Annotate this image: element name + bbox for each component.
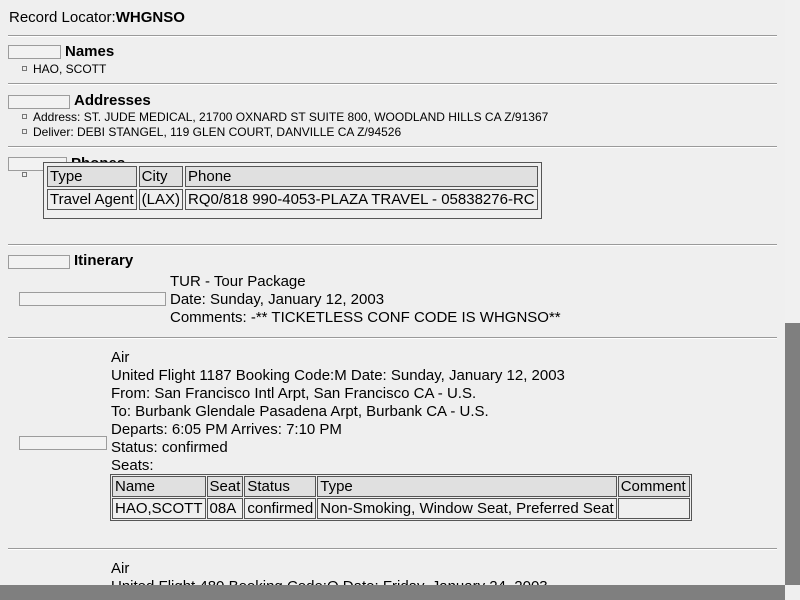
segment-type: Air [111, 560, 130, 577]
divider [8, 244, 777, 246]
column-header: Name [112, 476, 206, 497]
table-header-row [112, 476, 690, 497]
tour-comments: Comments: -** TICKETLESS CONF CODE IS WHGNSO** [170, 309, 561, 326]
divider [8, 83, 777, 85]
list-item: Deliver: DEBI STANGEL, 119 GLEN COURT, DANVILLE CA Z/94526 [22, 125, 401, 139]
column-header: Type [47, 166, 137, 187]
table-cell: Non-Smoking, Window Seat, Preferred Seat [317, 498, 616, 519]
table-row [112, 498, 690, 519]
table-cell: (LAX) [139, 189, 183, 210]
column-header: Seat [207, 476, 244, 497]
itinerary-image-placeholder [8, 255, 70, 269]
table-cell: 08A [207, 498, 244, 519]
bullet-icon [22, 66, 27, 71]
air-image-placeholder [19, 436, 107, 450]
flight-from: From: San Francisco Intl Arpt, San Francisco CA - U.S. [111, 385, 477, 402]
segment-type: Air [111, 349, 130, 366]
tour-type: TUR - Tour Package [170, 273, 306, 290]
divider [8, 337, 777, 339]
itinerary-title: Itinerary [74, 252, 134, 269]
bullet-icon [22, 114, 27, 119]
flight-info: United Flight 1187 Booking Code:M Date: Sunday, January 12, 2003 [111, 367, 565, 384]
record-locator [9, 9, 185, 26]
table-cell: HAO,SCOTT [112, 498, 206, 519]
tour-image-placeholder [19, 292, 166, 306]
column-header: City [139, 166, 183, 187]
table-header-row [47, 166, 538, 187]
names-title: Names [65, 43, 115, 60]
seats-table [110, 474, 692, 521]
flight-status: Status: confirmed [111, 439, 228, 456]
vertical-scrollbar-thumb[interactable] [785, 323, 800, 585]
list-item [22, 168, 33, 182]
bullet-icon [22, 129, 27, 134]
column-header: Type [317, 476, 616, 497]
list-item: HAO, SCOTT [22, 62, 106, 76]
list-item: Address: ST. JUDE MEDICAL, 21700 OXNARD ST SUITE 800, WOODLAND HILLS CA Z/91367 [22, 110, 548, 124]
addresses-image-placeholder [8, 95, 70, 109]
record-locator-label: Record Locator: [9, 9, 116, 26]
horizontal-scrollbar[interactable] [0, 585, 785, 600]
table-cell: Travel Agent [47, 189, 137, 210]
column-header: Phone [185, 166, 538, 187]
tour-date: Date: Sunday, January 12, 2003 [170, 291, 385, 308]
divider [8, 548, 777, 550]
column-header: Comment [618, 476, 690, 497]
column-header: Status [244, 476, 316, 497]
flight-to: To: Burbank Glendale Pasadena Arpt, Burbank CA - U.S. [111, 403, 489, 420]
divider [8, 35, 777, 37]
seats-label: Seats: [111, 457, 154, 474]
scrollbar-corner [785, 585, 800, 600]
table-row [47, 189, 538, 210]
phones-table [43, 162, 542, 219]
flight-times: Departs: 6:05 PM Arrives: 7:10 PM [111, 421, 342, 438]
record-locator-value: WHGNSO [115, 9, 185, 26]
table-cell: confirmed [244, 498, 316, 519]
bullet-icon [22, 172, 27, 177]
addresses-title: Addresses [74, 92, 151, 109]
divider [8, 146, 777, 148]
table-cell [618, 498, 690, 519]
names-image-placeholder [8, 45, 61, 59]
table-cell: RQ0/818 990-4053-PLAZA TRAVEL - 05838276-RC [185, 189, 538, 210]
